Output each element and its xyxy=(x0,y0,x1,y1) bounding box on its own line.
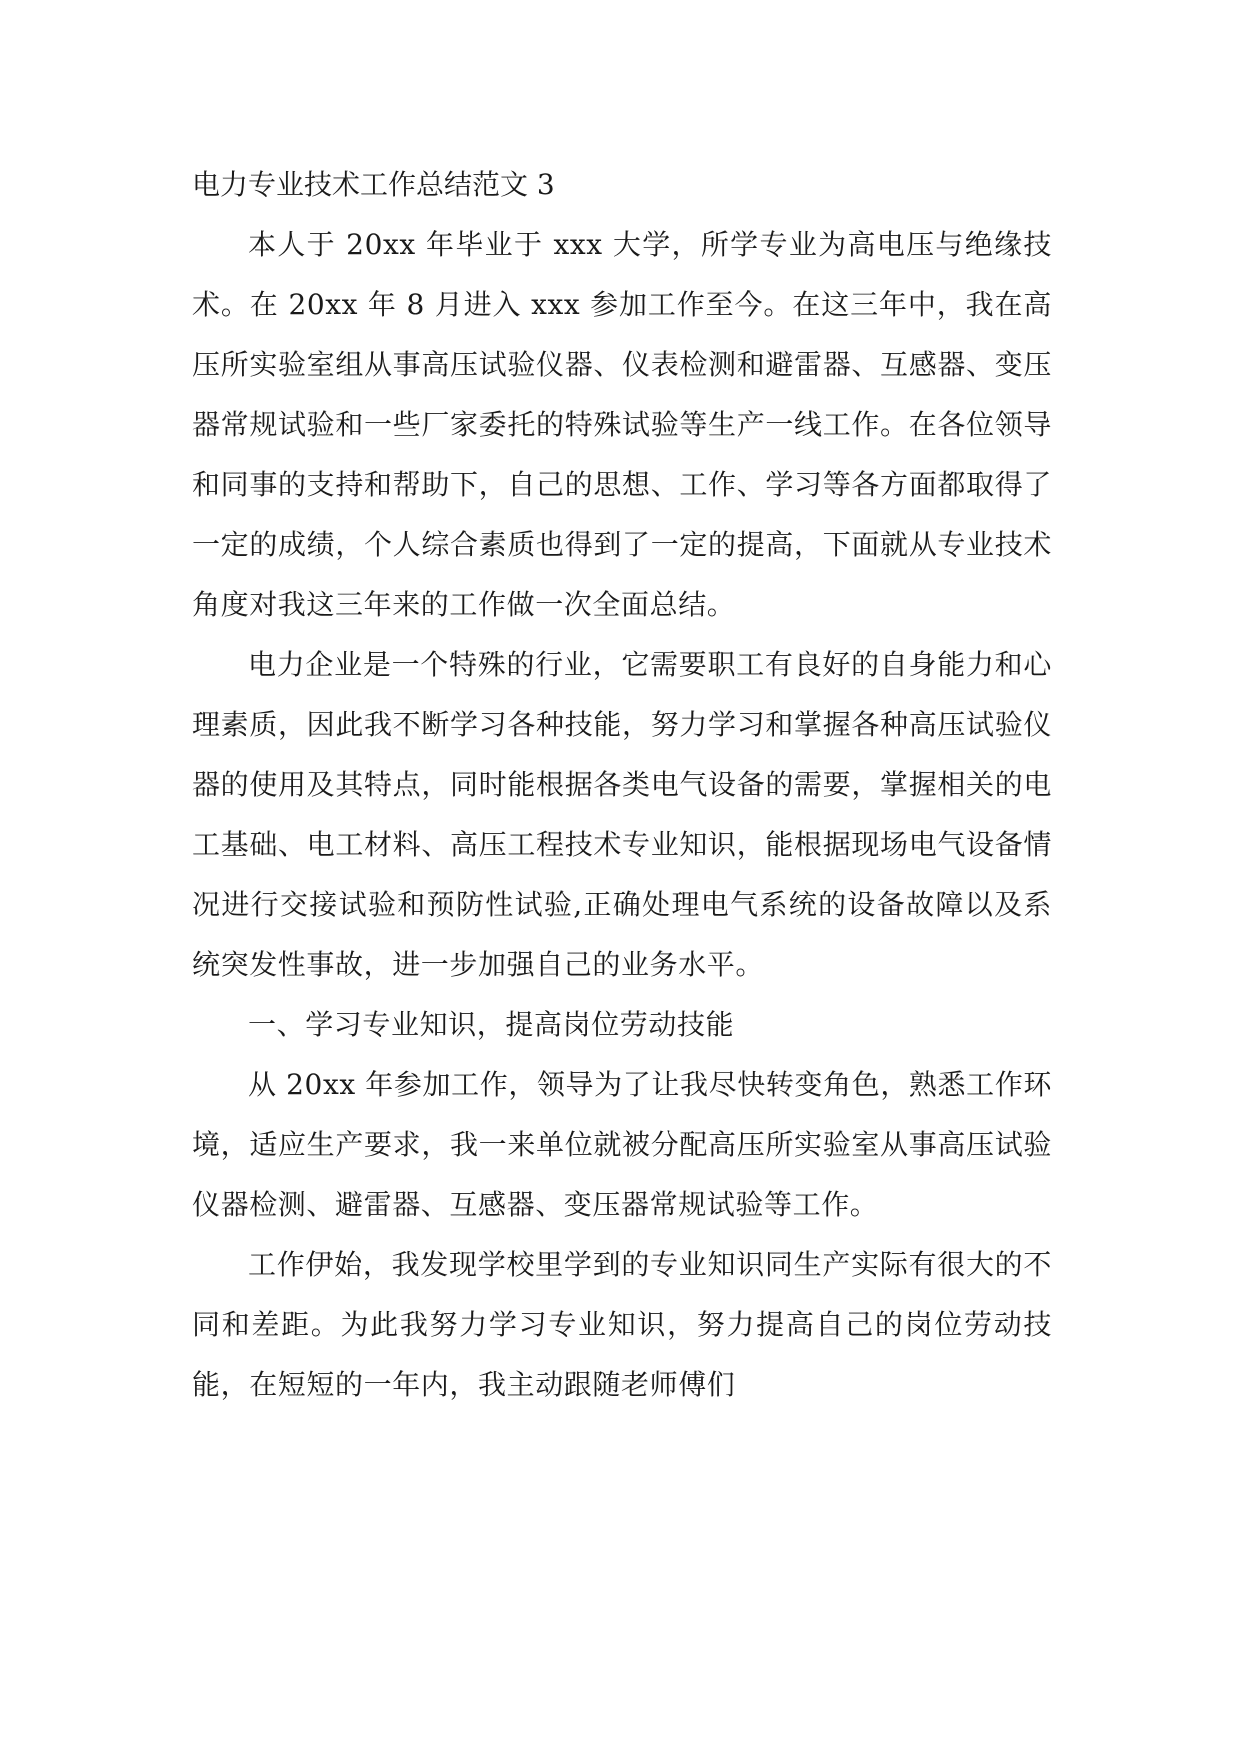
section-heading: 一、学习专业知识，提高岗位劳动技能 xyxy=(248,1008,735,1041)
document-title: 电力专业技术工作总结范文 3 xyxy=(192,168,555,201)
paragraph-learning: 工作伊始，我发现学校里学到的专业知识同生产实际有很大的不同和差距。为此我努力学习专业知识，努力提高自己的岗位劳动技能，在短短的一年内，我主动跟随老师傅们 xyxy=(192,1248,1052,1401)
document-page xyxy=(192,155,1052,1415)
paragraph-industry: 电力企业是一个特殊的行业，它需要职工有良好的自身能力和心理素质，因此我不断学习各种技能，努力学习和掌握各种高压试验仪器的使用及其特点，同时能根据各类电气设备的需要，掌握相关的电工基础、电工材料、高压工程技术专业知识，能根据现场电气设备情况进行交接试验和预防性试验,正确处理电气系统的设备故障以及系统突发性事故，进一步加强自己的业务水平。 xyxy=(192,648,1052,981)
paragraph-start-work: 从 20xx 年参加工作，领导为了让我尽快转变角色，熟悉工作环境，适应生产要求，我一来单位就被分配高压所实验室从事高压试验仪器检测、避雷器、互感器、变压器常规试验等工作。 xyxy=(192,1068,1052,1221)
paragraph-intro: 本人于 20xx 年毕业于 xxx 大学，所学专业为高电压与绝缘技术。在 20xx 年 8 月进入 xxx 参加工作至今。在这三年中，我在高压所实验室组从事高压试验仪器、仪表检测和避雷器、互感器、变压器常规试验和一些厂家委托的特殊试验等生产一线工作。在各位领导和同事的支持和帮助下，自己的思想、工作、学习等各方面都取得了一定的成绩，个人综合素质也得到了一定的提高，下面就从专业技术角度对我这三年来的工作做一次全面总结。 xyxy=(192,228,1052,621)
